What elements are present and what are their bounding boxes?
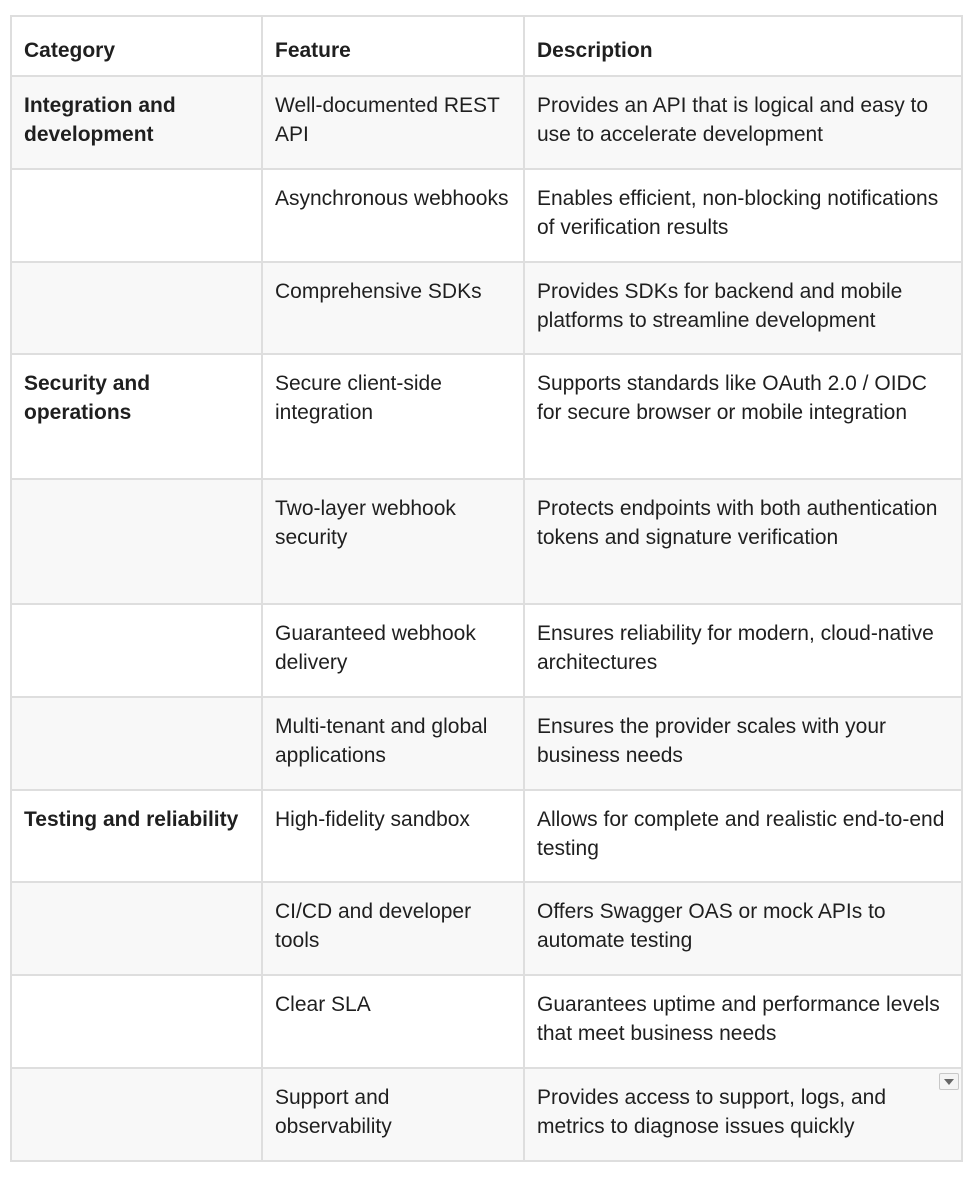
description-cell: Ensures the provider scales with your business needs [524, 697, 962, 790]
category-cell: Integration and development [11, 76, 262, 169]
feature-table-container [10, 15, 961, 1162]
description-cell: Provides an API that is logical and easy to use to accelerate development [524, 76, 962, 169]
description-cell: Offers Swagger OAS or mock APIs to automate testing [524, 882, 962, 975]
category-cell: Security and operations [11, 354, 262, 479]
feature-table [10, 15, 963, 1162]
category-cell [11, 697, 262, 790]
category-cell [11, 262, 262, 354]
category-cell [11, 479, 262, 604]
feature-cell: Clear SLA [262, 975, 524, 1068]
header-description: Description [524, 16, 962, 76]
feature-cell: High-fidelity sandbox [262, 790, 524, 882]
description-cell: Supports standards like OAuth 2.0 / OIDC for secure browser or mobile integration [524, 354, 962, 479]
table-row [11, 262, 962, 354]
feature-cell: Guaranteed webhook delivery [262, 604, 524, 697]
table-header-row [11, 16, 962, 76]
table-row [11, 975, 962, 1068]
feature-cell: Multi-tenant and global applications [262, 697, 524, 790]
category-cell [11, 604, 262, 697]
description-cell: Provides SDKs for backend and mobile platforms to streamline development [524, 262, 962, 354]
description-cell [524, 1068, 962, 1161]
feature-cell: Support and observability [262, 1068, 524, 1161]
category-cell [11, 882, 262, 975]
table-row [11, 169, 962, 262]
feature-cell: Comprehensive SDKs [262, 262, 524, 354]
table-row [11, 1068, 962, 1161]
table-row [11, 882, 962, 975]
description-cell: Guarantees uptime and performance levels that meet business needs [524, 975, 962, 1068]
description-cell: Ensures reliability for modern, cloud-native architectures [524, 604, 962, 697]
category-cell [11, 169, 262, 262]
header-category: Category [11, 16, 262, 76]
description-cell: Allows for complete and realistic end-to-end testing [524, 790, 962, 882]
table-row [11, 479, 962, 604]
table-row [11, 604, 962, 697]
description-cell: Protects endpoints with both authentication tokens and signature verification [524, 479, 962, 604]
feature-cell: Asynchronous webhooks [262, 169, 524, 262]
description-cell: Enables efficient, non-blocking notifications of verification results [524, 169, 962, 262]
table-row [11, 76, 962, 169]
table-row [11, 354, 962, 479]
feature-cell: Two-layer webhook security [262, 479, 524, 604]
category-cell: Testing and reliability [11, 790, 262, 882]
feature-cell: Well-documented REST API [262, 76, 524, 169]
header-feature: Feature [262, 16, 524, 76]
category-cell [11, 1068, 262, 1161]
chevron-down-icon[interactable] [939, 1073, 959, 1090]
category-cell [11, 975, 262, 1068]
table-row [11, 790, 962, 882]
description-text: Provides access to support, logs, and metrics to diagnose issues quickly [537, 1086, 887, 1138]
feature-cell: Secure client-side integration [262, 354, 524, 479]
feature-cell: CI/CD and developer tools [262, 882, 524, 975]
table-row [11, 697, 962, 790]
